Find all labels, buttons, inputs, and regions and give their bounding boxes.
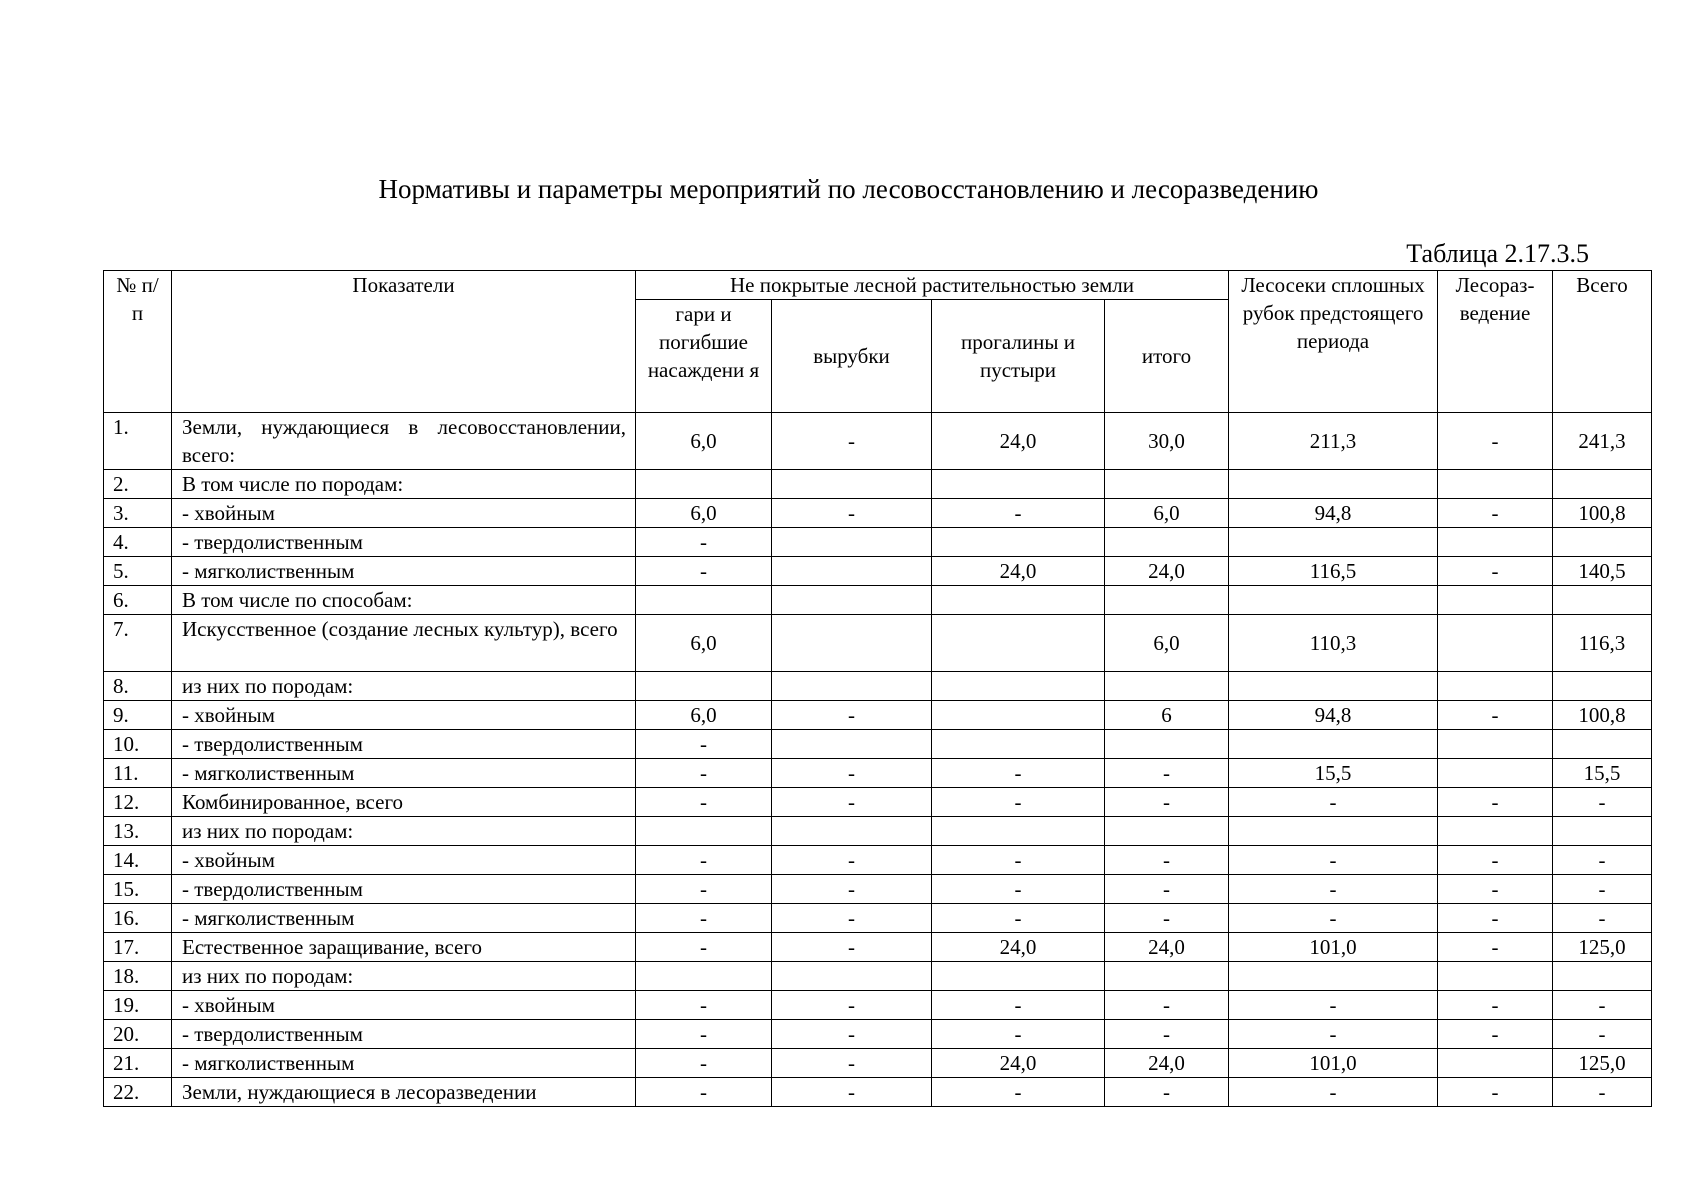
- header-burned: гари и погибшие насаждени я: [636, 300, 772, 413]
- row-number: 1.: [104, 413, 172, 470]
- cell-burned: -: [636, 933, 772, 962]
- cell-afforestation: -: [1438, 904, 1553, 933]
- row-number: 11.: [104, 759, 172, 788]
- row-number: 20.: [104, 1020, 172, 1049]
- cell-afforestation: -: [1438, 701, 1553, 730]
- cell-glades: 24,0: [932, 1049, 1105, 1078]
- header-glades: прогалины и пустыри: [932, 300, 1105, 413]
- row-label: - твердолиственным: [172, 730, 636, 759]
- cell-subtotal: 24,0: [1105, 933, 1229, 962]
- row-label: - хвойным: [172, 991, 636, 1020]
- table-row: [104, 904, 1652, 933]
- cell-clearings: -: [772, 933, 932, 962]
- row-number: 2.: [104, 470, 172, 499]
- row-label: В том числе по способам:: [172, 586, 636, 615]
- row-label: Естественное заращивание, всего: [172, 933, 636, 962]
- cell-afforestation: [1438, 528, 1553, 557]
- table-row: [104, 962, 1652, 991]
- row-label: из них по породам:: [172, 817, 636, 846]
- cell-clearings: [772, 528, 932, 557]
- cell-glades: [932, 701, 1105, 730]
- cell-glades: [932, 730, 1105, 759]
- reforestation-table: [103, 270, 1652, 1107]
- row-label: - твердолиственным: [172, 528, 636, 557]
- cell-glades: -: [932, 875, 1105, 904]
- header-indicator: Показатели: [172, 271, 636, 413]
- table-row: [104, 788, 1652, 817]
- cell-burned: -: [636, 557, 772, 586]
- cell-subtotal: [1105, 528, 1229, 557]
- table-body: [104, 413, 1652, 1107]
- row-label: из них по породам:: [172, 672, 636, 701]
- row-number: 3.: [104, 499, 172, 528]
- cell-total: -: [1553, 1078, 1652, 1107]
- table-row: [104, 499, 1652, 528]
- row-label: из них по породам:: [172, 962, 636, 991]
- cell-afforestation: [1438, 759, 1553, 788]
- cell-subtotal: -: [1105, 904, 1229, 933]
- cell-clearcut: [1229, 730, 1438, 759]
- cell-clearcut: [1229, 528, 1438, 557]
- row-number: 10.: [104, 730, 172, 759]
- cell-burned: -: [636, 991, 772, 1020]
- cell-clearings: [772, 586, 932, 615]
- cell-burned: -: [636, 788, 772, 817]
- cell-subtotal: 6: [1105, 701, 1229, 730]
- cell-burned: [636, 672, 772, 701]
- cell-clearcut: [1229, 586, 1438, 615]
- table-row: [104, 470, 1652, 499]
- cell-clearings: [772, 557, 932, 586]
- header-clearings: вырубки: [772, 300, 932, 413]
- cell-afforestation: -: [1438, 413, 1553, 470]
- cell-afforestation: -: [1438, 557, 1553, 586]
- cell-glades: -: [932, 1078, 1105, 1107]
- cell-clearings: -: [772, 413, 932, 470]
- cell-glades: [932, 962, 1105, 991]
- row-number: 16.: [104, 904, 172, 933]
- row-number: 7.: [104, 615, 172, 672]
- cell-afforestation: [1438, 672, 1553, 701]
- cell-total: 100,8: [1553, 499, 1652, 528]
- cell-afforestation: [1438, 586, 1553, 615]
- cell-clearings: [772, 962, 932, 991]
- cell-total: [1553, 586, 1652, 615]
- row-label: Комбинированное, всего: [172, 788, 636, 817]
- cell-clearcut: -: [1229, 991, 1438, 1020]
- cell-subtotal: -: [1105, 788, 1229, 817]
- cell-burned: 6,0: [636, 615, 772, 672]
- cell-burned: -: [636, 528, 772, 557]
- cell-total: [1553, 470, 1652, 499]
- cell-afforestation: -: [1438, 846, 1553, 875]
- cell-subtotal: -: [1105, 759, 1229, 788]
- cell-subtotal: [1105, 962, 1229, 991]
- cell-subtotal: 24,0: [1105, 1049, 1229, 1078]
- cell-total: [1553, 730, 1652, 759]
- cell-total: -: [1553, 846, 1652, 875]
- table-row: [104, 1020, 1652, 1049]
- cell-afforestation: [1438, 615, 1553, 672]
- cell-glades: [932, 470, 1105, 499]
- cell-glades: -: [932, 1020, 1105, 1049]
- cell-total: [1553, 528, 1652, 557]
- cell-clearings: -: [772, 499, 932, 528]
- cell-subtotal: 24,0: [1105, 557, 1229, 586]
- cell-clearcut: -: [1229, 1078, 1438, 1107]
- row-number: 21.: [104, 1049, 172, 1078]
- row-label: Искусственное (создание лесных культур), всего: [172, 615, 636, 672]
- cell-afforestation: [1438, 730, 1553, 759]
- cell-total: [1553, 672, 1652, 701]
- cell-glades: [932, 615, 1105, 672]
- table-row: [104, 586, 1652, 615]
- cell-afforestation: -: [1438, 1020, 1553, 1049]
- row-number: 19.: [104, 991, 172, 1020]
- cell-total: -: [1553, 875, 1652, 904]
- row-number: 18.: [104, 962, 172, 991]
- cell-burned: 6,0: [636, 413, 772, 470]
- cell-total: -: [1553, 1020, 1652, 1049]
- cell-glades: 24,0: [932, 413, 1105, 470]
- cell-subtotal: [1105, 672, 1229, 701]
- cell-glades: [932, 528, 1105, 557]
- row-label: Земли, нуждающиеся в лесоразведении: [172, 1078, 636, 1107]
- header-clearcut: Лесосеки сплошных рубок предстоящего периода: [1229, 271, 1438, 413]
- header-group-unforested: Не покрытые лесной растительностью земли: [636, 271, 1229, 300]
- cell-subtotal: 6,0: [1105, 615, 1229, 672]
- row-number: 9.: [104, 701, 172, 730]
- cell-clearings: -: [772, 991, 932, 1020]
- cell-subtotal: [1105, 586, 1229, 615]
- cell-clearcut: -: [1229, 1020, 1438, 1049]
- cell-burned: -: [636, 1078, 772, 1107]
- cell-clearcut: -: [1229, 788, 1438, 817]
- table-row: [104, 846, 1652, 875]
- cell-clearings: [772, 817, 932, 846]
- cell-clearcut: -: [1229, 904, 1438, 933]
- table-row: [104, 672, 1652, 701]
- cell-afforestation: -: [1438, 933, 1553, 962]
- cell-clearcut: [1229, 672, 1438, 701]
- cell-subtotal: -: [1105, 846, 1229, 875]
- cell-clearings: -: [772, 875, 932, 904]
- cell-subtotal: [1105, 470, 1229, 499]
- row-number: 13.: [104, 817, 172, 846]
- cell-afforestation: -: [1438, 499, 1553, 528]
- cell-glades: -: [932, 904, 1105, 933]
- row-label: - мягколиственным: [172, 759, 636, 788]
- cell-clearcut: 94,8: [1229, 499, 1438, 528]
- row-number: 5.: [104, 557, 172, 586]
- cell-total: 100,8: [1553, 701, 1652, 730]
- cell-burned: [636, 470, 772, 499]
- header-number: № п/п: [104, 271, 172, 413]
- cell-burned: -: [636, 904, 772, 933]
- cell-subtotal: [1105, 817, 1229, 846]
- row-label: В том числе по породам:: [172, 470, 636, 499]
- cell-total: 116,3: [1553, 615, 1652, 672]
- table-row: [104, 1078, 1652, 1107]
- cell-clearings: -: [772, 788, 932, 817]
- cell-clearcut: 211,3: [1229, 413, 1438, 470]
- cell-clearings: [772, 615, 932, 672]
- row-label: - твердолиственным: [172, 1020, 636, 1049]
- cell-total: 125,0: [1553, 1049, 1652, 1078]
- table-row: [104, 730, 1652, 759]
- cell-clearings: -: [772, 1049, 932, 1078]
- cell-clearings: -: [772, 759, 932, 788]
- table-row: [104, 991, 1652, 1020]
- cell-burned: -: [636, 1049, 772, 1078]
- row-label: - твердолиственным: [172, 875, 636, 904]
- cell-glades: -: [932, 499, 1105, 528]
- cell-afforestation: -: [1438, 1078, 1553, 1107]
- cell-clearcut: 101,0: [1229, 1049, 1438, 1078]
- cell-total: -: [1553, 788, 1652, 817]
- row-number: 17.: [104, 933, 172, 962]
- page-title: Нормативы и параметры мероприятий по лесовосстановлению и лесоразведению: [378, 174, 1319, 204]
- cell-glades: [932, 817, 1105, 846]
- cell-total: 241,3: [1553, 413, 1652, 470]
- cell-afforestation: [1438, 962, 1553, 991]
- cell-glades: -: [932, 759, 1105, 788]
- cell-clearings: [772, 672, 932, 701]
- cell-glades: 24,0: [932, 557, 1105, 586]
- cell-total: 125,0: [1553, 933, 1652, 962]
- cell-glades: -: [932, 788, 1105, 817]
- cell-glades: [932, 586, 1105, 615]
- cell-afforestation: [1438, 817, 1553, 846]
- cell-clearcut: 15,5: [1229, 759, 1438, 788]
- cell-burned: 6,0: [636, 499, 772, 528]
- cell-clearings: -: [772, 701, 932, 730]
- cell-clearcut: 110,3: [1229, 615, 1438, 672]
- cell-afforestation: -: [1438, 788, 1553, 817]
- header-subtotal: итого: [1105, 300, 1229, 413]
- table-row: [104, 759, 1652, 788]
- cell-burned: [636, 586, 772, 615]
- cell-burned: 6,0: [636, 701, 772, 730]
- table-row: [104, 933, 1652, 962]
- cell-afforestation: [1438, 1049, 1553, 1078]
- cell-glades: [932, 672, 1105, 701]
- cell-burned: [636, 817, 772, 846]
- table-row: [104, 615, 1652, 672]
- cell-glades: -: [932, 846, 1105, 875]
- cell-burned: -: [636, 759, 772, 788]
- cell-subtotal: -: [1105, 1078, 1229, 1107]
- cell-glades: 24,0: [932, 933, 1105, 962]
- table-row: [104, 1049, 1652, 1078]
- cell-total: 140,5: [1553, 557, 1652, 586]
- row-label: Земли, нуждающиеся в лесовосстановлении, всего:: [172, 413, 636, 470]
- cell-burned: -: [636, 1020, 772, 1049]
- row-number: 15.: [104, 875, 172, 904]
- table-row: [104, 701, 1652, 730]
- cell-total: -: [1553, 991, 1652, 1020]
- cell-subtotal: [1105, 730, 1229, 759]
- cell-clearcut: -: [1229, 846, 1438, 875]
- row-label: - хвойным: [172, 701, 636, 730]
- cell-total: [1553, 962, 1652, 991]
- cell-subtotal: 30,0: [1105, 413, 1229, 470]
- cell-subtotal: -: [1105, 875, 1229, 904]
- cell-clearings: -: [772, 904, 932, 933]
- row-number: 14.: [104, 846, 172, 875]
- table-row: [104, 557, 1652, 586]
- row-number: 12.: [104, 788, 172, 817]
- table-header: [104, 271, 1652, 413]
- table-row: [104, 413, 1652, 470]
- row-number: 4.: [104, 528, 172, 557]
- row-label: - мягколиственным: [172, 1049, 636, 1078]
- cell-total: [1553, 817, 1652, 846]
- cell-afforestation: -: [1438, 875, 1553, 904]
- table-row: [104, 528, 1652, 557]
- cell-afforestation: -: [1438, 991, 1553, 1020]
- row-label: - хвойным: [172, 499, 636, 528]
- cell-total: -: [1553, 904, 1652, 933]
- row-label: - хвойным: [172, 846, 636, 875]
- cell-clearings: [772, 730, 932, 759]
- cell-subtotal: 6,0: [1105, 499, 1229, 528]
- row-number: 22.: [104, 1078, 172, 1107]
- cell-clearcut: -: [1229, 875, 1438, 904]
- cell-clearings: -: [772, 846, 932, 875]
- cell-clearings: [772, 470, 932, 499]
- header-total: Всего: [1553, 271, 1652, 413]
- cell-clearings: -: [772, 1020, 932, 1049]
- cell-clearcut: 94,8: [1229, 701, 1438, 730]
- cell-subtotal: -: [1105, 991, 1229, 1020]
- header-afforestation: Лесораз-ведение: [1438, 271, 1553, 413]
- row-label: - мягколиственным: [172, 904, 636, 933]
- cell-afforestation: [1438, 470, 1553, 499]
- cell-burned: -: [636, 846, 772, 875]
- cell-clearcut: [1229, 817, 1438, 846]
- cell-burned: -: [636, 875, 772, 904]
- row-label: - мягколиственным: [172, 557, 636, 586]
- cell-clearcut: 101,0: [1229, 933, 1438, 962]
- row-number: 6.: [104, 586, 172, 615]
- table-row: [104, 817, 1652, 846]
- cell-glades: -: [932, 991, 1105, 1020]
- table-caption: Таблица 2.17.3.5: [1406, 239, 1589, 268]
- cell-subtotal: -: [1105, 1020, 1229, 1049]
- cell-burned: -: [636, 730, 772, 759]
- cell-total: 15,5: [1553, 759, 1652, 788]
- cell-clearings: -: [772, 1078, 932, 1107]
- row-number: 8.: [104, 672, 172, 701]
- cell-clearcut: [1229, 470, 1438, 499]
- cell-clearcut: 116,5: [1229, 557, 1438, 586]
- cell-clearcut: [1229, 962, 1438, 991]
- cell-burned: [636, 962, 772, 991]
- table-row: [104, 875, 1652, 904]
